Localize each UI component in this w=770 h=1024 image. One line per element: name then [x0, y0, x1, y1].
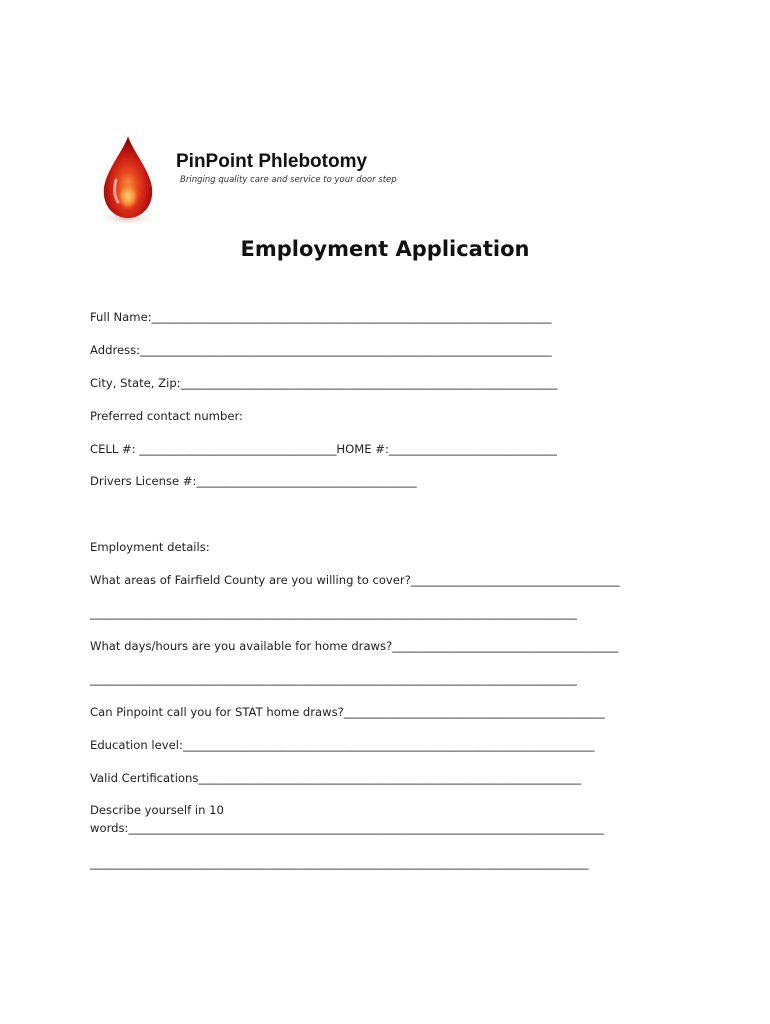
drivers-license-field[interactable]: Drivers License #:______________________________________: [90, 474, 417, 488]
address-field[interactable]: Address:_______________________________________________________________________: [90, 343, 552, 357]
describe-label: Describe yourself in 10: [90, 803, 224, 817]
full-name-field[interactable]: Full Name:_____________________________________________________________________: [90, 310, 552, 324]
company-name: PinPoint Phlebotomy: [176, 151, 368, 172]
cell-home-field[interactable]: CELL #: __________________________________HOME #:_____________________________: [90, 442, 558, 456]
education-field[interactable]: Education level:_______________________________________________________________________: [90, 738, 595, 752]
areas-question-field[interactable]: What areas of Fairfield County are you willing to cover?____________________________________: [90, 573, 620, 587]
days-blank-line[interactable]: ____________________________________________________________________________________: [90, 672, 577, 686]
areas-blank-line[interactable]: ____________________________________________________________________________________: [90, 606, 577, 620]
describe-field[interactable]: words:__________________________________________________________________________________: [90, 821, 604, 835]
describe-blank-line[interactable]: ______________________________________________________________________________________: [90, 856, 589, 870]
blood-drop-icon: [94, 132, 160, 230]
days-question-field[interactable]: What days/hours are you available for home draws?_______________________________________: [90, 639, 619, 653]
stat-question-field[interactable]: Can Pinpoint call you for STAT home draws?_____________________________________________: [90, 705, 605, 719]
preferred-contact-label: Preferred contact number:: [90, 409, 243, 423]
certifications-field[interactable]: Valid Certifications__________________________________________________________________: [90, 771, 582, 785]
employment-details-heading: Employment details:: [90, 540, 210, 554]
page-title: Employment Application: [240, 237, 530, 261]
city-state-zip-field[interactable]: City, State, Zip:_________________________________________________________________: [90, 376, 558, 390]
company-tagline: Bringing quality care and service to your door step: [180, 175, 397, 185]
